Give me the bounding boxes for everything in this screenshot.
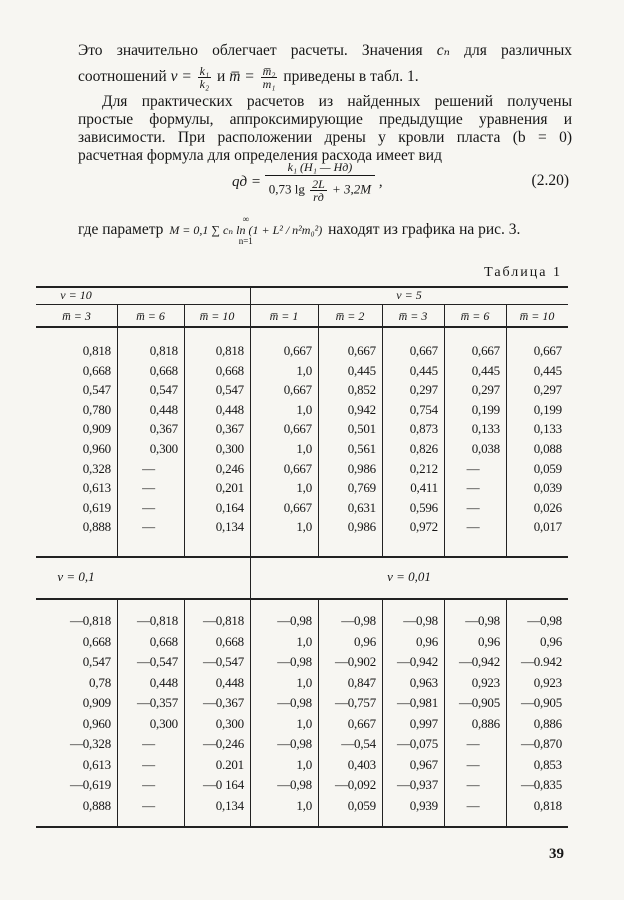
table-cell: —0 164 [202,777,244,792]
eq-den-term: + 3,2M [332,181,372,197]
paragraph-2-line-3: зависимости. При расположении дрены у кровли пласта (b = 0) [78,129,572,146]
table-cell: 0,613 [82,756,111,772]
col-rule [506,304,507,556]
table-cell: 0,445 [347,362,376,378]
table-cell: — [466,480,480,496]
table-cell: 0,667 [283,499,312,515]
fraction-m [261,65,278,90]
table-cell: —0,818 [69,613,111,628]
table-cell: —0,357 [136,695,178,710]
table-cell: 0,96 [540,633,562,649]
table-cell: 0,133 [533,421,562,437]
table-cell: 0,297 [471,382,500,398]
table-cell: — [142,460,155,476]
table-cell: 0,448 [149,674,178,690]
text-fragment: находят из графика на рис. 3. [328,221,521,238]
table-cell: 0,668 [82,362,111,378]
group-header-nu-0-01: ν = 0,01 [387,569,431,584]
symbol-cn: cₙ [436,42,450,59]
table-cell: — [466,777,480,792]
table-cell: 0,613 [82,480,111,496]
table-cell: 0,088 [533,441,562,456]
table-cell: 0,780 [82,401,111,417]
paragraph-2-line-1: Для практических расчетов из найденных решений получены [102,93,572,110]
table-cell: 0,667 [471,343,500,358]
table-cell: 0,939 [409,797,438,813]
table-cell: —0,942 [458,654,500,669]
table-cell: 0,445 [533,362,562,378]
paragraph-1-line-1 [78,42,572,60]
table-cell: —0,98 [465,613,500,628]
table-cell: —0,981 [396,695,438,710]
table-cell: 0,960 [82,715,111,731]
col-rule [250,598,251,826]
table-cell: 0,909 [82,695,111,710]
table-cell: 0,448 [149,401,178,417]
col-rule [318,598,319,826]
table-cell: 0,017 [533,519,562,535]
table-cell: 0,96 [354,633,376,649]
col-rule [117,304,118,556]
table-cell: 0,212 [409,460,438,476]
table-cell: 0,847 [347,674,376,690]
text-fragment: для различных [464,42,573,59]
table-cell: 0,297 [533,382,562,398]
table-cell: 1,0 [296,756,312,772]
table-cell: —0,98 [403,613,438,628]
table-cell: 0,411 [410,480,438,496]
col-rule [444,304,445,556]
table-cell: 0,619 [82,499,111,515]
col-rule [117,598,118,826]
table-cell: 0,986 [347,519,376,535]
subheader-cell: m̅ = 6 [460,309,490,323]
table-cell: 0,963 [409,674,438,690]
table-cell: — [466,519,480,535]
table-cell: 0,026 [533,499,562,515]
symbol-m: m̅ = [229,68,255,85]
table-cell: 0,986 [347,460,376,476]
table-cell: 0,059 [347,797,376,813]
subheader-cell: m̅ = 2 [335,309,365,323]
text-fragment: приведены в табл. 1. [283,68,419,85]
table-cell: 0,923 [471,674,500,690]
table-cell: 0,852 [347,382,376,398]
col-rule [444,598,445,826]
table-cell: 0,059 [533,460,562,476]
table-cell: —0,818 [202,613,244,628]
table-cell: 0,448 [215,674,244,690]
table-cell: 0,596 [409,499,438,515]
table-cell: 0,667 [533,343,562,358]
page-number: 39 [549,846,564,862]
table-cell: —0,328 [69,736,111,751]
table-cell: 0,246 [215,460,244,476]
table-cell: 0,667 [283,460,312,476]
table-cell: 0,888 [82,519,111,535]
subheader-cell: m̅ = 3 [62,309,91,323]
subheader-cell: m̅ = 6 [136,309,165,323]
table-cell: 0,967 [409,756,438,772]
table-cell: 0,668 [215,633,244,649]
table-cell: —0,98 [277,654,312,669]
table-cell: 0,300 [149,715,178,731]
fraction-k [198,65,212,90]
table-cell: 0.201 [215,756,244,772]
eq-lhs: qд = [232,174,261,190]
text-fragment: где параметр [78,221,164,238]
paragraph-1-line-2 [78,64,572,90]
table-cell: —0,98 [527,613,562,628]
table-cell: 0,134 [215,797,244,813]
subheader-cell: m̅ = 10 [199,309,235,323]
table-cell: 0,367 [215,421,244,437]
frac-numerator: 2L [312,177,325,191]
col-rule [382,304,383,556]
table-cell: 0,199 [533,401,562,417]
table-cell: —0,98 [277,695,312,710]
table-cell: —0,870 [520,736,562,751]
table-cell: 0,133 [471,421,500,437]
table-cell: 0,972 [409,519,438,535]
table-cell: 0,886 [471,715,500,731]
table-cell: 0,873 [409,421,438,437]
table-cell: 0,667 [283,343,312,358]
table-cell: 0,039 [533,480,562,496]
table-cell: 1,0 [296,519,312,535]
table-cell: 0,96 [478,633,500,649]
table-cell: —0,54 [341,736,376,751]
table-cell: 0,668 [149,362,178,378]
table-cell: —0,98 [277,777,312,792]
table-cell: 0,960 [82,441,111,456]
table-bottom-rule [36,826,568,828]
frac-denominator: k₂ [199,76,210,91]
table-cell: — [466,460,480,476]
table-cell: 1,0 [296,797,312,813]
table-cell: —0,818 [136,613,178,628]
text-fragment: соотношений [78,68,167,85]
table-cell: 0,300 [215,441,244,456]
table-cell: — [466,499,480,515]
table-group-rule [36,304,568,305]
table-cell: 0,667 [347,715,376,731]
eq-den-fraction [310,178,327,203]
sum-symbol [169,214,322,246]
table-cell: 0,038 [471,441,500,456]
col-rule [184,304,185,556]
table-cell: 0,667 [283,382,312,398]
symbol-nu: ν = [170,68,192,85]
paragraph-2-line-2: простые формулы, аппроксимирующие предыдущие уравнения и [78,111,572,128]
table-cell: —0,98 [277,736,312,751]
table-cell: 0,667 [347,343,376,358]
table-cell: —0,98 [341,613,376,628]
table-cell: — [142,777,155,792]
table-cell: —0,367 [202,695,244,710]
table-cell: 0,818 [533,797,562,813]
table-cell: 1,0 [296,480,312,496]
eq-numerator: k₁ (H₁ — Hд) [265,160,375,176]
table-cell: 0,667 [409,343,438,358]
table-cell: 0,199 [471,401,500,417]
table-cell: 1,0 [296,441,312,456]
table-cell: 1,0 [296,715,312,731]
table-cell: 0,668 [215,362,244,378]
table-cell: 0,754 [409,401,438,417]
table-cell: 0,668 [149,633,178,649]
table-cell: 0,909 [82,421,111,437]
frac-denominator: rд [313,190,324,204]
table-cell: 1,0 [296,633,312,649]
table-cell: — [142,499,155,515]
table-cell: 0,942 [347,401,376,417]
table-cell: 0,403 [347,756,376,772]
eq-fraction [265,160,375,205]
table-cell: 0,300 [215,715,244,731]
table-cell: —0,547 [136,654,178,669]
table-cell: 0,78 [89,674,111,690]
table-cell: 0,96 [416,633,438,649]
table-cell: 0,547 [215,382,244,398]
table-cell: 0,997 [409,715,438,731]
table-cell: —0,092 [334,777,376,792]
table-cell: —0,902 [334,654,376,669]
table-cell: — [142,480,155,496]
table-cell: —0,937 [396,777,438,792]
table-cell: 0,826 [409,441,438,456]
col-rule [506,598,507,826]
table-cell: 0,445 [409,362,438,378]
table-cell: — [466,756,480,772]
text-fragment: и [217,68,226,85]
table-cell: —0.942 [520,654,562,669]
subheader-cell: m̅ = 3 [398,309,428,323]
table-cell: 0,134 [215,519,244,535]
table-cell: 0,547 [149,382,178,398]
table-cell: —0,835 [520,777,562,792]
table-cell: 0,201 [215,480,244,496]
col-rule [250,286,251,556]
group-header-nu-0-1: ν = 0,1 [57,569,95,584]
table-cell: — [142,736,155,751]
table-cell: — [142,756,155,772]
eq-comma: , [378,174,383,190]
table-cell: — [466,797,480,813]
table-cell: — [466,736,480,751]
table-cell: 0,923 [533,674,562,690]
table-cell: 0,300 [149,441,178,456]
table-cell: 0,297 [409,382,438,398]
table-cell: 0,445 [471,362,500,378]
table-cell: 0,448 [215,401,244,417]
table-cell: —0,942 [396,654,438,669]
table-cell: 1,0 [296,674,312,690]
parameter-m-line [78,214,578,246]
table-cell: 1,0 [296,362,312,378]
table-cell: 1,0 [296,401,312,417]
table-mid-rule-1 [36,556,568,558]
table-cell: 0,769 [347,480,376,496]
frac-numerator: k₁ [199,63,210,78]
paragraph-2-line-4: расчетная формула для определения расхода имеет вид [78,147,442,164]
table-cell: 0,667 [283,421,312,437]
formula-m: M = 0,1 ∑ cₙ ln (1 + L² / n²m₀²) [169,223,323,237]
sum-lower: n=1 [238,236,253,246]
col-rule [184,598,185,826]
table-mid-rule-2 [36,598,568,600]
frac-numerator: m̅₂ [262,63,276,78]
table-cell: —0,547 [202,654,244,669]
group-header-nu-5: ν = 5 [396,288,422,302]
table-cell: 0,631 [347,499,376,515]
table-cell: —0,757 [334,695,376,710]
table-cell: 0,501 [347,421,376,437]
table-cell: — [142,797,155,813]
table-caption: Таблица 1 [484,265,562,280]
eq-den-log: 0,73 lg [268,181,305,197]
sum-upper: ∞ [242,214,249,224]
frac-denominator: m₁ [262,76,276,91]
table-cell: 0,818 [82,343,111,358]
col-rule [382,598,383,826]
table-cell: — [142,519,155,535]
table-cell: —0,619 [69,777,111,792]
table-cell: 0,668 [82,633,111,649]
table-cell: 0,561 [347,441,376,456]
table-cell: 0,367 [149,421,178,437]
text-fragment: Это значительно облегчает расчеты. Значения [78,42,423,59]
table-cell: 0,853 [533,756,562,772]
table-cell: —0,905 [520,695,562,710]
table-cell: —0,246 [202,736,244,751]
table-cell: 0,886 [533,715,562,731]
table-cell: 0,888 [82,797,111,813]
table-cell: 0,164 [215,499,244,515]
table-cell: —0,075 [396,736,438,751]
table-cell: 0,818 [215,343,244,358]
table-cell: —0,905 [458,695,500,710]
subheader-cell: m̅ = 1 [269,309,299,323]
equation-2-20 [232,160,383,205]
subheader-cell: m̅ = 10 [519,309,555,323]
table-cell: 0,547 [82,654,111,669]
table-header-rule [36,326,568,328]
eq-denominator [265,176,375,205]
group-header-nu-10: ν = 10 [60,288,92,302]
equation-number: (2.20) [531,172,569,189]
table-cell: —0,98 [277,613,312,628]
table-cell: 0,547 [82,382,111,398]
table-cell: 0,818 [149,343,178,358]
col-rule [318,304,319,556]
table-cell: 0,328 [82,460,111,476]
